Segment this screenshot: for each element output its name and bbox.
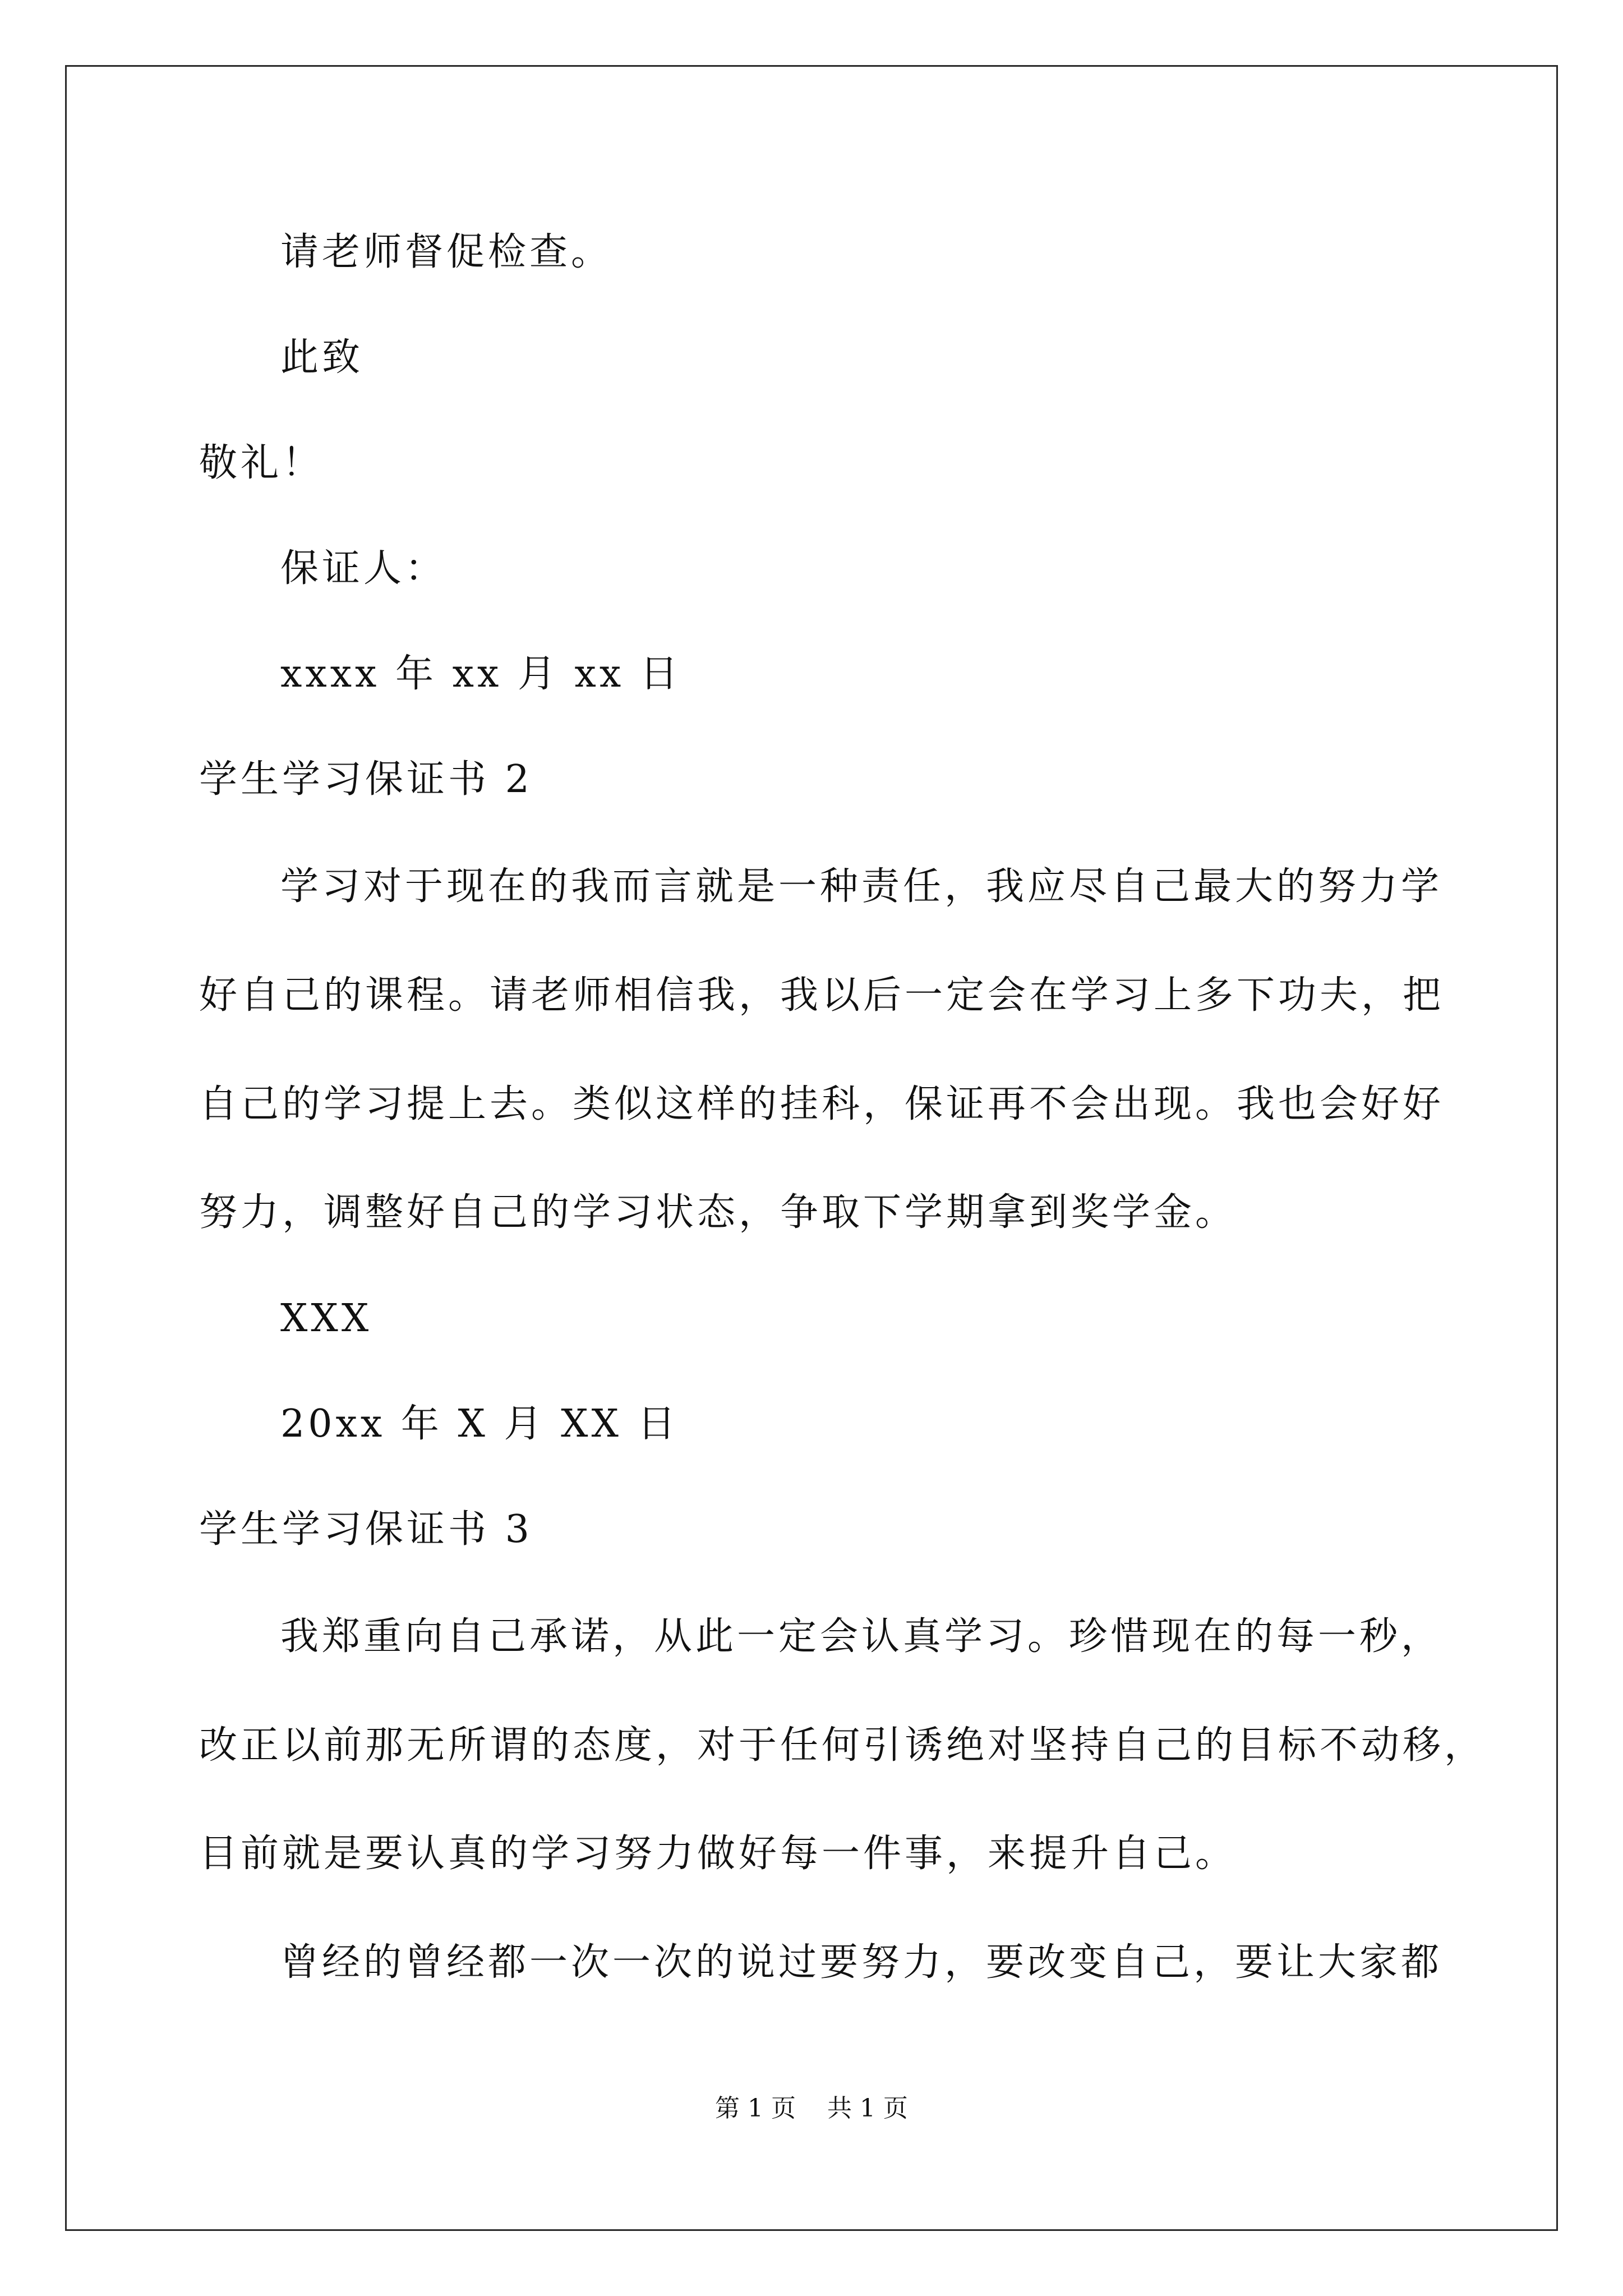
paragraph-line: 自己的学习提上去。类似这样的挂科，保证再不会出现。我也会好好 <box>199 1082 1445 1126</box>
date-line-2: 20xx 年 X 月 XX 日 <box>280 1402 679 1446</box>
section-heading-3: 学生学习保证书 3 <box>199 1507 533 1552</box>
paragraph-line: 我郑重向自己承诺，从此一定会认真学习。珍惜现在的每一秒， <box>280 1614 1443 1659</box>
regards-line: 敬礼！ <box>199 441 324 485</box>
section-heading-2: 学生学习保证书 2 <box>199 757 533 802</box>
page-footer: 第 1 页 共 1 页 <box>715 2094 908 2123</box>
paragraph-line: 好自己的课程。请老师相信我，我以后一定会在学习上多下功夫，把 <box>199 973 1445 1018</box>
paragraph-line: 努力，调整好自己的学习状态，争取下学期拿到奖学金。 <box>199 1190 1237 1235</box>
signature-name: XXX <box>280 1296 372 1341</box>
salutation-line: 此致 <box>280 335 364 380</box>
closing-request-line: 请老师督促检查。 <box>280 230 613 274</box>
page-border <box>65 65 1558 2231</box>
paragraph-line: 目前就是要认真的学习努力做好每一件事，来提升自己。 <box>199 1832 1237 1876</box>
date-line-1: xxxx 年 xx 月 xx 日 <box>280 652 681 696</box>
guarantor-label: 保证人： <box>280 546 447 591</box>
paragraph-line: 学习对于现在的我而言就是一种责任，我应尽自己最大的努力学 <box>280 864 1443 909</box>
paragraph-line: 改正以前那无所谓的态度，对于任何引诱绝对坚持自己的目标不动移， <box>199 1723 1486 1768</box>
paragraph-line: 曾经的曾经都一次一次的说过要努力，要改变自己，要让大家都 <box>280 1940 1443 1985</box>
